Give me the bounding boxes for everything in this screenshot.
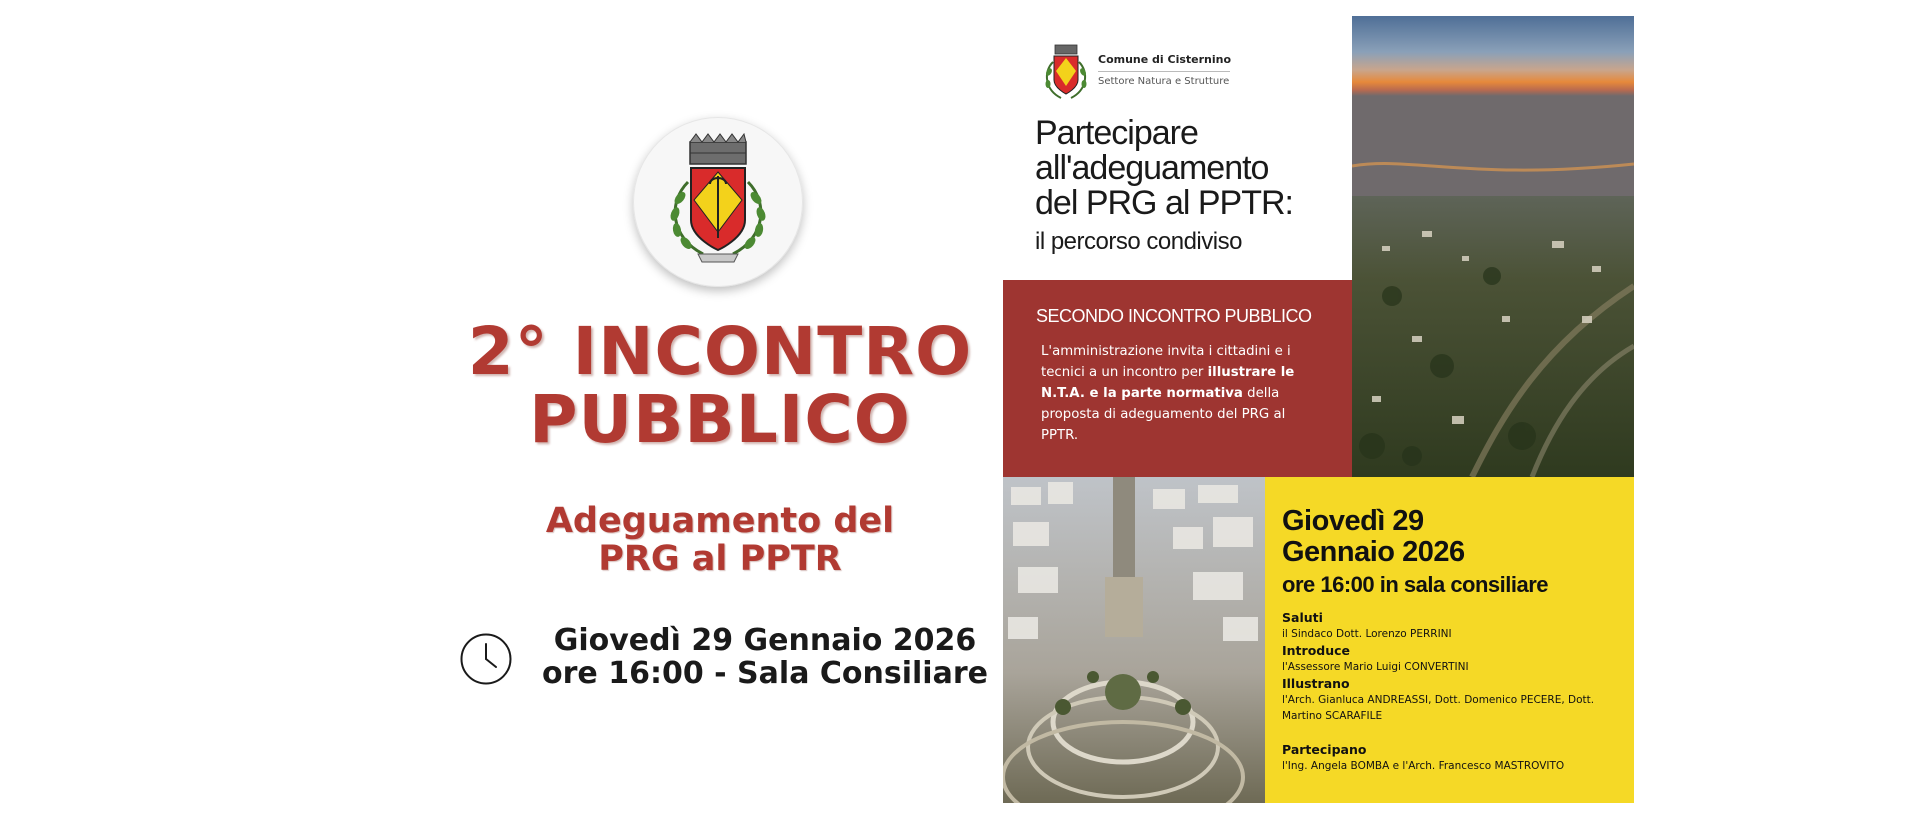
event-datetime <box>535 624 995 690</box>
program-heading: Introduce <box>1282 643 1351 658</box>
poster-title-line-2: all'adeguamento <box>1035 149 1269 187</box>
poster-section-title: SECONDO INCONTRO PUBBLICO <box>1036 306 1312 326</box>
subheadline <box>500 502 940 578</box>
subheadline-line-2: PRG al PPTR <box>598 539 842 579</box>
headline <box>420 313 1020 458</box>
poster-org-name: Comune di Cisternino <box>1098 53 1232 66</box>
program-text: l'Arch. Gianluca ANDREASSI, Dott. Domenico PECERE, Dott. Martino SCARAFILE <box>1282 694 1595 722</box>
invite-text-bold: illustrare le N.T.A. e la parte normativa <box>1041 365 1295 401</box>
program-text: il Sindaco Dott. Lorenzo PERRINI <box>1282 628 1452 640</box>
event-date: Giovedì 29 Gennaio 2026 <box>553 623 977 658</box>
poster-department: Settore Natura e Strutture <box>1098 76 1230 87</box>
coat-of-arms-icon <box>658 132 778 272</box>
program-text: l'Assessore Mario Luigi CONVERTINI <box>1282 661 1469 673</box>
program-heading: Illustrano <box>1282 676 1350 691</box>
subheadline-line-1: Adeguamento del <box>545 501 895 541</box>
program-item-introduce <box>1282 643 1622 675</box>
event-poster <box>1003 16 1634 803</box>
program-item-illustrano <box>1282 676 1622 724</box>
white-town-aerial-photo <box>1003 477 1265 803</box>
headline-line-2: PUBBLICO <box>529 381 911 458</box>
coat-of-arms-small-icon <box>1041 42 1091 104</box>
poster-date-line-2: Gennaio 2026 <box>1282 536 1465 568</box>
poster-title-line-1: Partecipare <box>1035 114 1198 152</box>
poster-date-line-1: Giovedì 29 <box>1282 505 1424 537</box>
program-item-saluti <box>1282 610 1622 642</box>
coat-of-arms-badge <box>633 117 803 287</box>
poster-title <box>1035 116 1355 221</box>
clock-icon <box>459 632 513 686</box>
sunset-landscape-photo <box>1352 16 1634 477</box>
event-time-place: ore 16:00 - Sala Consiliare <box>542 656 988 691</box>
poster-date-line-3: ore 16:00 in sala consiliare <box>1282 572 1549 597</box>
poster-invite-text <box>1041 341 1316 446</box>
invite-text-part-1: L'amministrazione invita i cittadini e i tecnici a un incontro per <box>1041 344 1291 380</box>
program-heading: Partecipano <box>1282 742 1367 757</box>
program-heading: Saluti <box>1282 610 1323 625</box>
poster-org-divider <box>1098 71 1230 72</box>
poster-title-line-3: del PRG al PPTR: <box>1035 184 1293 222</box>
invite-text-part-2: della proposta di adeguamento del PRG al PPTR. <box>1041 386 1286 443</box>
headline-line-1: 2° INCONTRO <box>467 313 973 390</box>
poster-title-subline: il percorso condiviso <box>1035 228 1242 255</box>
program-item-partecipano <box>1282 742 1622 774</box>
program-text: l'Ing. Angela BOMBA e l'Arch. Francesco MASTROVITO <box>1282 760 1565 772</box>
